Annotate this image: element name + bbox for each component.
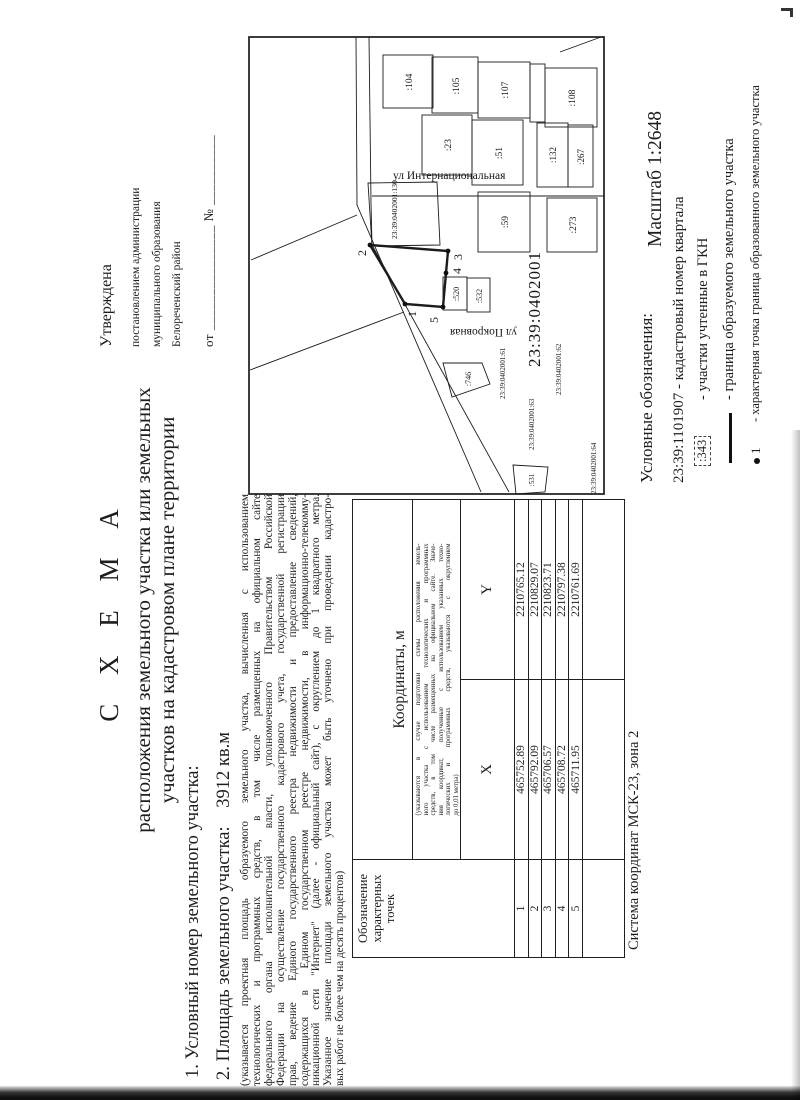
parcel-label-520: :520 <box>452 286 461 302</box>
fine-print-line: прав, ведение Единого государственного реестра недвижимости и предоставление сведений, <box>286 494 299 1086</box>
boundary-line <box>251 215 357 260</box>
street-label-pokrovskaya: ул Покровная <box>450 326 517 338</box>
parcel-label-267: :267 <box>576 148 586 166</box>
cadastral-map <box>245 30 611 502</box>
x-value: 465711.95 <box>569 680 583 860</box>
legend-boundary-text: - граница образуемого земельного участка <box>721 138 737 400</box>
page-subtitle <box>131 160 179 1060</box>
parcel-label-107: :107 <box>501 81 511 99</box>
table-note-line: (указываются в случае подготовки схемы расположения земель- <box>415 543 422 816</box>
x-value: 465792.09 <box>528 680 542 860</box>
parcel-label-51: :51 <box>495 146 505 160</box>
cadastral-label-63: 23:39:0402001:63 <box>528 398 536 450</box>
point-3-dot <box>446 249 451 254</box>
parcel-label-104: :104 <box>405 73 415 91</box>
table-empty-row <box>582 499 624 957</box>
table-coords-header: Координаты, м <box>353 499 413 859</box>
point-label-5: 5 <box>427 317 441 323</box>
cadastral-label-62: 23:39:0402001:62 <box>555 343 563 395</box>
legend-point-text: - характерная точка граница образованного земельного участка <box>748 85 762 422</box>
parcel-label-746: :746 <box>464 371 473 387</box>
table-note-line: средств, в том числе размещенных на официальном сайте. Значе- <box>430 543 437 816</box>
parcel-label-108: :108 <box>568 89 578 107</box>
legend-gkn-symbol: :343 <box>694 436 711 466</box>
quarter-number-label: 23:39:0402001 <box>525 251 544 367</box>
coordinates-table <box>352 499 625 958</box>
fine-print-line: (указывается проектная площадь образуемого земельного участка, вычисленная с использованием <box>239 494 251 1086</box>
table-note-line: ния координат, полученные с использованием указанных техно- <box>437 543 445 816</box>
point-1-dot <box>403 302 408 307</box>
fine-print-line: содержащихся в Едином государственном реестре недвижимости, в информационно-телекомму- <box>298 494 311 1086</box>
table-x-header: X <box>461 680 515 860</box>
table-row <box>515 499 529 957</box>
point-number: 2 <box>528 860 542 958</box>
table-row <box>542 499 556 957</box>
map-frame <box>249 37 604 494</box>
coordinate-system-note: Система координат МСК-23, зона 2 <box>626 730 642 950</box>
map-scale: Масштаб 1:2648 <box>645 110 666 247</box>
fine-print-line: технологических и программных средств, в том числе размещенных на официальном сайте <box>250 494 263 1086</box>
table-row <box>555 499 569 957</box>
approval-line: муниципального образования <box>150 201 163 347</box>
corner-cut-line <box>560 37 601 52</box>
point-label-1: 1 <box>405 311 419 317</box>
parcel-label-273: :273 <box>569 216 579 234</box>
table-note-line: логических и программных средств, указываются с округлением <box>445 543 452 816</box>
approval-line: Белореченский район <box>171 241 183 347</box>
fine-print-line: никационной сети "Интернет" (далее - официальный сайт), с округлением до 1 квадратного метра. <box>310 494 323 1086</box>
y-value: 2210761.69 <box>569 499 583 679</box>
boundary-line <box>250 312 404 370</box>
point-number: 1 <box>515 860 529 958</box>
item-conditional-number: 1. Условный номер земельного участка: <box>183 765 203 1078</box>
road-line-east <box>369 37 509 492</box>
parcel-sliver <box>530 64 545 122</box>
characteristic-points <box>368 243 451 310</box>
legend-quarter-item <box>671 196 688 483</box>
y-value: 2210765.12 <box>515 499 529 679</box>
scan-right-shadow <box>791 430 800 1100</box>
table-note-line: ного участка с использованием технологических и программных <box>422 543 430 816</box>
point-number: 4 <box>555 860 569 958</box>
point-label-4: 4 <box>450 268 464 274</box>
table-note-cell <box>413 499 461 859</box>
point-2-dot <box>368 243 373 248</box>
point-number: 3 <box>542 860 556 958</box>
item-area-value: 3912 кв.м <box>214 732 234 808</box>
point-number: 5 <box>569 860 583 958</box>
legend-title: Условные обозначения: <box>637 312 656 483</box>
point-label-2: 2 <box>355 250 369 256</box>
subtitle-line-1: расположения земельного участка или земельных <box>131 387 155 833</box>
fine-print-line: Указанное значение площади земельного участка может быть уточнено при проведении кадастро- <box>322 494 335 1086</box>
point-4-dot <box>444 271 449 276</box>
subtitle-line-2: участков на кадастровом плане территории <box>155 416 179 804</box>
table-y-header: Y <box>461 499 515 679</box>
cadastral-label-64: 23:39:0402001:64 <box>590 442 598 494</box>
approval-line: постановлением администрации <box>130 187 142 347</box>
approval-date-line: от _______________ № __________ <box>200 134 216 347</box>
table-col1-header: Обозначение характерных точек <box>353 860 515 958</box>
x-value: 465752.89 <box>515 680 529 860</box>
legend-point-symbol: 1 <box>748 448 764 465</box>
parcel-label-532: :532 <box>475 288 484 304</box>
scan-speck <box>790 8 793 17</box>
parcel-label-23: :23 <box>444 138 454 152</box>
cadastral-label-130: 23:39:0402001:130 <box>390 180 399 239</box>
item-area <box>214 732 235 1080</box>
parcel-label-132: :132 <box>548 146 558 164</box>
parcel-130 <box>368 182 440 246</box>
parcel-label-105: :105 <box>452 77 462 95</box>
subject-parcel-boundary <box>370 245 448 307</box>
parcel-label-59: :59 <box>501 215 511 229</box>
table-row <box>528 499 542 957</box>
table-note-line: до 0,01 метра) <box>452 774 460 816</box>
y-value: 2210823.71 <box>542 499 556 679</box>
approval-title: Утверждена <box>98 264 115 347</box>
x-value: 465708.72 <box>555 680 569 860</box>
legend-quarter-text: - кадастровый номер квартала <box>671 196 687 389</box>
fine-print-line: Федерации на осуществление государственного кадастрового учета, государственной регистрации <box>274 494 287 1086</box>
scan-bottom-edge <box>0 1086 800 1100</box>
item-area-label: 2. Площадь земельного участка: <box>214 826 234 1080</box>
table-row <box>569 499 583 957</box>
y-value: 2210829.07 <box>528 499 542 679</box>
point-label-3: 3 <box>451 254 465 260</box>
x-value: 465706.57 <box>542 680 556 860</box>
legend-quarter-number: 23:39:1101907 <box>671 392 687 483</box>
fine-print-line: вых работ не более чем на десять процентов) <box>334 870 347 1086</box>
legend-boundary-symbol <box>729 413 732 463</box>
y-value: 2210797.38 <box>555 499 569 679</box>
page-title: С Х Е М А <box>94 498 124 722</box>
fine-print-paragraph <box>240 494 347 1086</box>
fine-print-line: федерального органа исполнительной власти, уполномоченного Правительством Российской <box>262 494 275 1086</box>
road-line-west <box>356 37 481 492</box>
point-5-dot <box>441 305 446 310</box>
legend-gkn-text: - участки учтенные в ГКН <box>695 237 711 400</box>
street-label-internacionalnaya: ул Интернациональная <box>393 170 506 182</box>
cadastral-label-61: 23:39:0402001:61 <box>499 347 507 399</box>
parcel-label-531: :531 <box>528 473 536 487</box>
